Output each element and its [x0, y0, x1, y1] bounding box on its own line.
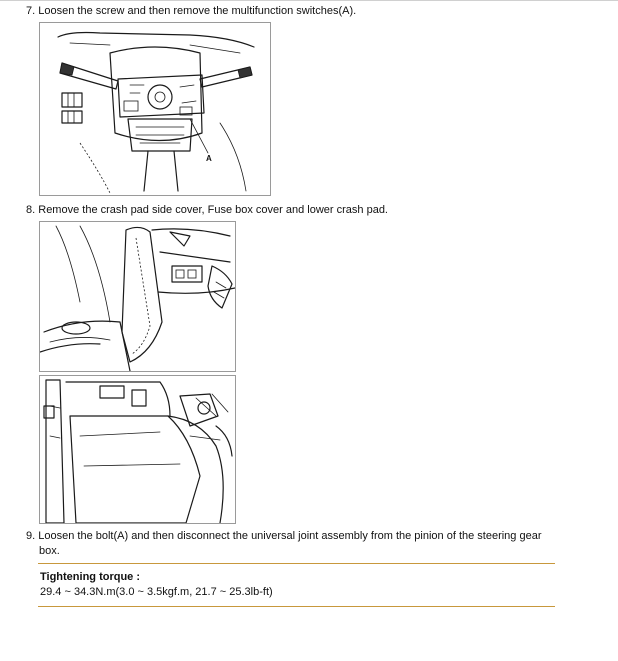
- figure-lower-crash-pad: [39, 375, 236, 524]
- multifunction-switch-illustration: [40, 23, 270, 195]
- tightening-torque-note: [38, 563, 555, 607]
- step-number: 9.: [26, 530, 36, 542]
- figure-crash-pad-side-cover: [39, 221, 236, 372]
- step-8: [26, 203, 388, 218]
- step-number: 8.: [26, 204, 36, 216]
- step-number: 7.: [26, 5, 36, 17]
- step-text: Loosen the bolt(A) and then disconnect the universal joint assembly from the pinion of the steering gear: [38, 530, 542, 542]
- note-bottom-rule: [38, 606, 555, 607]
- step-9: [26, 529, 566, 559]
- step-text: Remove the crash pad side cover, Fuse box cover and lower crash pad.: [38, 204, 388, 216]
- top-divider: [0, 0, 618, 1]
- note-top-rule: [38, 563, 555, 564]
- step-text: Loosen the screw and then remove the multifunction switches(A).: [38, 5, 357, 17]
- torque-value: 29.4 ~ 34.3N.m(3.0 ~ 3.5kgf.m, 21.7 ~ 25.3lb-ft): [40, 586, 273, 598]
- step-text-continued: box.: [39, 545, 60, 557]
- crash-pad-side-cover-illustration: [40, 222, 235, 371]
- lower-crash-pad-illustration: [40, 376, 235, 523]
- step-7: [26, 4, 356, 19]
- figure-multifunction-switch: [39, 22, 271, 196]
- callout-a: A: [206, 154, 212, 163]
- note-title: Tightening torque :: [40, 571, 141, 583]
